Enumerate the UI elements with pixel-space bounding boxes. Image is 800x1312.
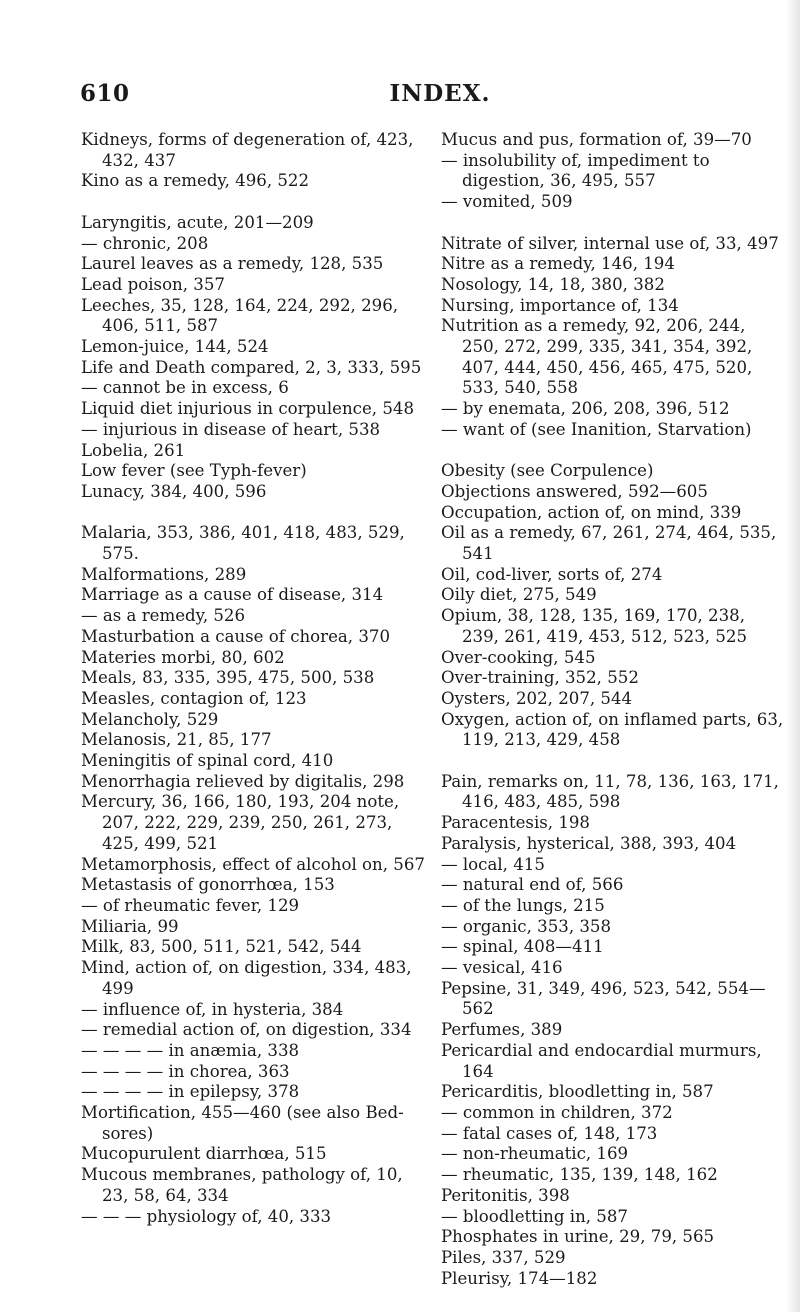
index-entry: Nutrition as a remedy, 92, 206, 244, 250, 272, 299, 335, 341, 354, 392, 407, 444, 450, 456, 465, 475, 520, 533, 540, 558 [441, 316, 753, 398]
index-entry: Menorrhagia relieved by digitalis, 298 [81, 771, 405, 791]
index-entry: Malaria, 353, 386, 401, 418, 483, 529, 575. [81, 523, 405, 564]
group-spacer [441, 213, 786, 234]
index-entry: Opium, 38, 128, 135, 169, 170, 238, 239, 261, 419, 453, 512, 523, 525 [441, 606, 748, 646]
index-entry: Measles, contagion of, 123 [81, 688, 307, 708]
group-spacer [441, 441, 786, 462]
index-entry: — — — — in epilepsy, 378 [81, 1082, 300, 1102]
index-entry: Phosphates in urine, 29, 79, 565 [441, 1227, 715, 1247]
index-entry: — insolubility of, impediment to digestion, 36, 495, 557 [441, 150, 710, 191]
index-entry: Paralysis, hysterical, 388, 393, 404 [441, 833, 737, 853]
index-entry: Nosology, 14, 18, 380, 382 [441, 274, 665, 294]
index-entry: Marriage as a cause of disease, 314 [81, 585, 384, 605]
index-entry: Nitrate of silver, internal use of, 33, 497 [441, 233, 779, 253]
index-entry: Nursing, importance of, 134 [441, 295, 679, 315]
index-entry: — local, 415 [441, 854, 545, 874]
index-column-left [81, 130, 425, 1227]
index-entry: — cannot be in excess, 6 [81, 378, 289, 398]
index-entry: Milk, 83, 500, 511, 521, 542, 544 [81, 937, 362, 957]
index-entry: — — — — in anæmia, 338 [81, 1040, 300, 1060]
index-entry: Metastasis of gonorrhœa, 153 [81, 875, 335, 895]
index-entry: — natural end of, 566 [441, 875, 624, 895]
index-entry: Mortification, 455—460 (see also Bed-sores) [81, 1103, 404, 1143]
index-entry: — want of (see Inanition, Starvation) [441, 419, 752, 439]
page-title: INDEX. [389, 80, 491, 107]
index-entry: Mind, action of, on digestion, 334, 483, 499 [81, 958, 412, 998]
index-entry: — by enemata, 206, 208, 396, 512 [441, 399, 730, 419]
index-entry: Mercury, 36, 166, 180, 193, 204 note, 207, 222, 229, 239, 250, 261, 273, 425, 499, 521 [81, 792, 400, 853]
index-entry: Peritonitis, 398 [441, 1185, 570, 1205]
index-entry: Malformations, 289 [81, 564, 247, 584]
index-entry: Over-cooking, 545 [441, 647, 596, 667]
index-entry: Mucous membranes, pathology of, 10, 23, 58, 64, 334 [81, 1165, 403, 1205]
index-entry: Mucopurulent diarrhœa, 515 [81, 1144, 327, 1164]
index-entry: — vesical, 416 [441, 958, 563, 978]
index-entry: Pleurisy, 174—182 [441, 1268, 598, 1288]
index-entry: Occupation, action of, on mind, 339 [441, 502, 742, 522]
index-entry: Perfumes, 389 [441, 1020, 563, 1040]
index-entry: Melanosis, 21, 85, 177 [81, 730, 272, 750]
index-entry: Lead poison, 357 [81, 274, 225, 294]
index-entry: Oil as a remedy, 67, 261, 274, 464, 535, 541 [441, 523, 777, 564]
index-entry: Nitre as a remedy, 146, 194 [441, 254, 675, 274]
index-entry: Lemon-juice, 144, 524 [81, 337, 269, 357]
index-entry: Low fever (see Typh-fever) [81, 461, 307, 481]
index-entry: — of rheumatic fever, 129 [81, 895, 300, 915]
index-entry: Kidneys, forms of degeneration of, 423, 432, 437 [81, 130, 414, 170]
index-entry: — spinal, 408—411 [441, 937, 604, 957]
index-entry: Over-training, 352, 552 [441, 668, 639, 688]
index-entry: Pepsine, 31, 349, 496, 523, 542, 554—562 [441, 978, 766, 1019]
index-column-right [441, 130, 786, 1289]
index-entry: Masturbation a cause of chorea, 370 [81, 626, 391, 646]
index-entry: Laryngitis, acute, 201—209 [81, 212, 314, 232]
group-spacer [81, 192, 425, 213]
index-entry: Piles, 337, 529 [441, 1247, 566, 1267]
index-entry: Metamorphosis, effect of alcohol on, 567 [81, 854, 425, 874]
index-entry: — rheumatic, 135, 139, 148, 162 [441, 1165, 718, 1185]
index-entry: — fatal cases of, 148, 173 [441, 1123, 658, 1143]
group-spacer [441, 751, 786, 772]
group-spacer [81, 503, 425, 524]
index-entry: — non-rheumatic, 169 [441, 1144, 629, 1164]
index-entry: — of the lungs, 215 [441, 895, 605, 915]
index-entry: Life and Death compared, 2, 3, 333, 595 [81, 357, 422, 377]
index-entry: — bloodletting in, 587 [441, 1206, 628, 1226]
index-entry: Pain, remarks on, 11, 78, 136, 163, 171, 416, 483, 485, 598 [441, 771, 779, 812]
page-number: 610 [80, 80, 130, 107]
index-entry: Materies morbi, 80, 602 [81, 647, 285, 667]
index-entry: Lunacy, 384, 400, 596 [81, 481, 267, 501]
index-entry: Meals, 83, 335, 395, 475, 500, 538 [81, 668, 375, 688]
index-entry: Oil, cod-liver, sorts of, 274 [441, 564, 663, 584]
index-entry: Pericarditis, bloodletting in, 587 [441, 1082, 714, 1102]
index-entry: — remedial action of, on digestion, 334 [81, 1020, 412, 1040]
index-entry: — chronic, 208 [81, 233, 209, 253]
index-entry: Meningitis of spinal cord, 410 [81, 751, 334, 771]
index-entry: Lobelia, 261 [81, 440, 186, 460]
index-entry: — organic, 353, 358 [441, 916, 612, 936]
index-entry: — injurious in disease of heart, 538 [81, 419, 381, 439]
index-entry: Liquid diet injurious in corpulence, 548 [81, 399, 415, 419]
index-entry: Oysters, 202, 207, 544 [441, 688, 633, 708]
page-header [80, 80, 720, 120]
page-edge-shadow [786, 0, 800, 1312]
index-entry: — vomited, 509 [441, 192, 573, 212]
index-entry: Laurel leaves as a remedy, 128, 535 [81, 254, 384, 274]
index-entry: Mucus and pus, formation of, 39—70 [441, 130, 752, 149]
index-entry: — common in children, 372 [441, 1103, 673, 1122]
index-entry: — influence of, in hysteria, 384 [81, 999, 344, 1019]
index-entry: Kino as a remedy, 496, 522 [81, 171, 310, 191]
index-entry: Pericardial and endocardial murmurs, 164 [441, 1040, 762, 1081]
index-entry: — — — — in chorea, 363 [81, 1061, 290, 1081]
index-entry: — — — physiology of, 40, 333 [81, 1206, 332, 1226]
index-entry: Melancholy, 529 [81, 709, 219, 729]
index-entry: Paracentesis, 198 [441, 813, 590, 833]
index-entry: Oxygen, action of, on inflamed parts, 63, 119, 213, 429, 458 [441, 709, 784, 750]
index-entry: Leeches, 35, 128, 164, 224, 292, 296, 406, 511, 587 [81, 295, 399, 336]
index-entry: Objections answered, 592—605 [441, 481, 708, 501]
index-entry: Oily diet, 275, 549 [441, 585, 597, 605]
index-entry: Obesity (see Corpulence) [441, 461, 654, 481]
index-entry: — as a remedy, 526 [81, 606, 246, 626]
index-entry: Miliaria, 99 [81, 916, 179, 936]
